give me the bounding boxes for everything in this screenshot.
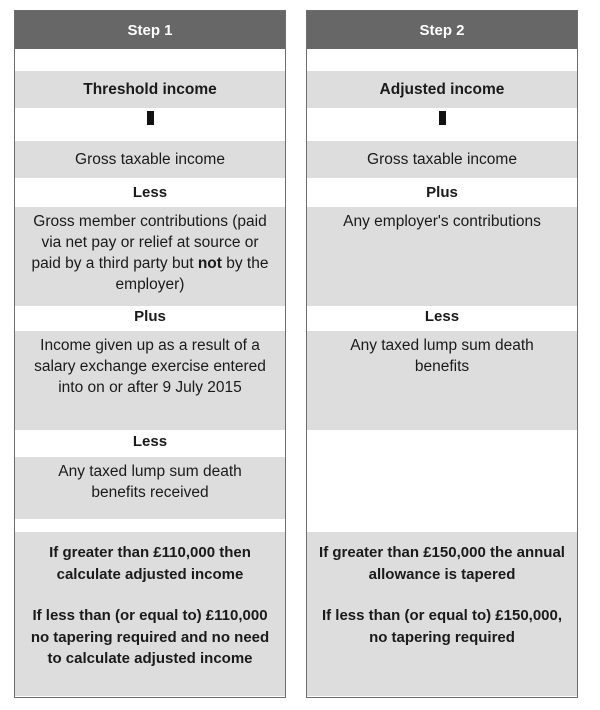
step1-member-contributions-text: Gross member contributions (paid via net pay or relief at source or paid by a third party but not by the employer): [31, 213, 269, 293]
step2-gross-taxable-income: Gross taxable income: [307, 141, 577, 178]
step1-result: [15, 532, 285, 696]
step1-column: [14, 10, 286, 698]
step2-result-less: If less than (or equal to) £150,000, no tapering required: [321, 607, 563, 646]
step2-title: Adjusted income: [307, 71, 577, 108]
step1-member-contributions: [15, 207, 285, 306]
step1-gross-taxable-income: Gross taxable income: [15, 141, 285, 178]
step2-operator-plus: Plus: [426, 184, 458, 201]
step2-header: Step 2: [307, 11, 577, 49]
step1-result-less: If less than (or equal to) £110,000 no tapering required and no need to calculate adjusted income: [30, 607, 270, 667]
step1-operator-less-2: Less: [132, 433, 168, 450]
step1-death-benefits: Any taxed lump sum death benefits received: [15, 457, 285, 519]
step1-operator-plus: Plus: [134, 308, 166, 325]
step2-connector: [439, 111, 446, 125]
step2-operator-less: Less: [424, 308, 460, 325]
step2-death-benefits: Any taxed lump sum death benefits: [307, 331, 577, 430]
step1-salary-exchange: Income given up as a result of a salary exchange exercise entered into on or after 9 July 2015: [15, 331, 285, 430]
step1-result-greater: If greater than £110,000 then calculate adjusted income: [49, 544, 251, 583]
step2-result-greater: If greater than £150,000 the annual allowance is tapered: [319, 544, 565, 583]
step1-operator-less-1: Less: [132, 184, 168, 201]
step2-result: [307, 532, 577, 696]
step1-title: Threshold income: [15, 71, 285, 108]
step2-column: [306, 10, 578, 698]
step1-connector: [147, 111, 154, 125]
step2-employer-contributions: Any employer's contributions: [307, 207, 577, 306]
step1-header: Step 1: [15, 11, 285, 49]
